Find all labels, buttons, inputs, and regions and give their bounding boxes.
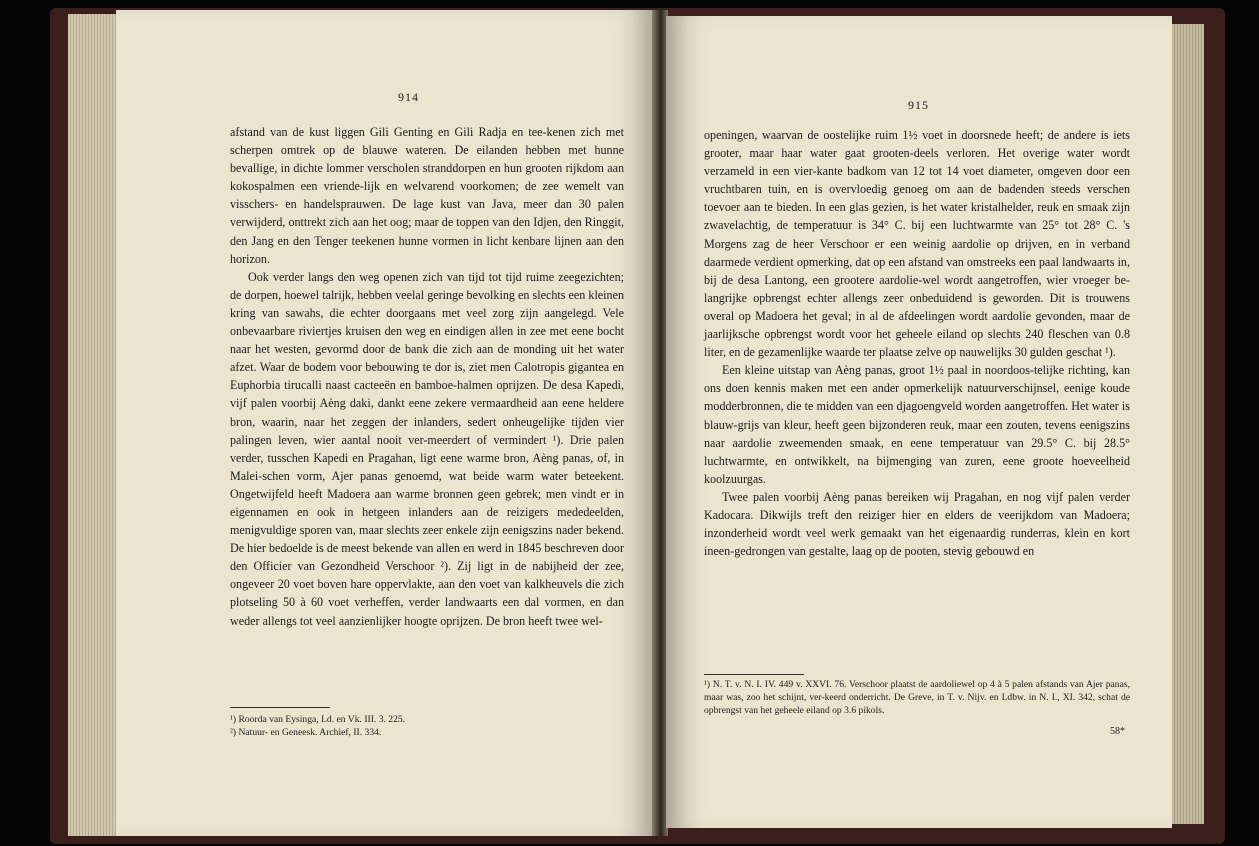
page-number: 914	[398, 90, 419, 104]
footnote: ¹) N. T. v. N. I. IV. 449 v. XXVI. 76. Verschoor plaatst de aardoliewel op 4 à 5 palen afstands van Ajer panas, maar was, zoo het schijnt, ver-keerd onderricht. De Greve, in T. v. Nijv. en Ldbw. in N. I., XI. 342, schat de opbrengst van het geheele eiland op 3.6 pikols.	[704, 679, 1130, 716]
paragraph: Ook verder langs den weg openen zich van tijd tot tijd ruime zeegezichten; de dorpen, hoewel talrijk, hebben veelal geringe bevolking en slechts een kleinen kring van sawahs, die echter doorgaans met veel zorg zijn aangelegd. Vele onbevaarbare riviertjes kruisen den weg en eindigen allen in zee met eene bocht naar het westen, gevormd door de bank die zich aan de monding uit het water afzet. Waar de bodem voor bebouwing te dor is, ziet men Calotropis gigantea en Euphorbia tirucalli naast cacteeën en bamboe-halmen oprijzen. De desa Kapedi, vijf palen voorbij Aèng daki, dankt eene zekere vermaardheid aan eene heldere bron, waarin, naar het zeggen der inlanders, sedert onheugelijke tijden vier palingen leven, wier aantal nooit ver-meerdert of vermindert ¹). Drie palen verder, tusschen Kapedi en Pragahan, ligt eene warme bron, Aèng panas, of, in Malei-schen vorm, Ajer panas genoemd, wat beide warm water beteekent. Ongetwijfeld heeft Madoera aan warme bronnen geen gebrek; men vindt er in eigennamen en ook in hetgeen inlanders aan de reizigers mededeelden, menigvuldige sporen van, maar slechts zeer enkele zijn eenigszins nader bekend. De hier bedoelde is de meest bekende van allen en werd in 1845 beschreven door den Officier van Gezondheid Verschoor ²). Zij ligt in de nabijheid der zee, ongeveer 20 voet boven hare oppervlakte, aan den voet van kalkheuvels die zich plotseling 50 à 60 voet verheffen, verder landwaarts een dal vormen, en dan weder allengs tot veel aanzienlijker hoogte oprijzen. De bron heeft twee wel-	[230, 269, 624, 628]
footnote: ¹) Roorda van Eysinga, Ld. en Vk. III. 3. 225.	[230, 714, 406, 725]
paragraph: Twee palen voorbij Aèng panas bereiken wij Pragahan, en nog vijf palen verder Kadocara. Dikwijls treft den reiziger hier en elders de veerijkdom van Madoera; inzonderheid wordt veel werk gemaakt van het eigenaardig runderras, klein en kort ineen-gedrongen van gestalte, laag op de pooten, stevig gebouwd en	[704, 489, 1130, 559]
left-page	[116, 10, 654, 836]
footnote-rule	[230, 707, 330, 708]
footnotes	[230, 713, 624, 739]
footnote-rule	[704, 674, 804, 675]
right-page	[666, 16, 1172, 828]
page-number: 915	[908, 98, 929, 112]
page-body	[230, 123, 624, 630]
page-body	[704, 126, 1130, 560]
paragraph: Een kleine uitstap van Aèng panas, groot 1½ paal in noordoos-telijke richting, kan ons doen kennis maken met een ander opmerkelijk natuurverschijnsel, eenige koude modderbronnen, die te midden van een djagoengveld worden aangetroffen. Het water is blauw-grijs van kleur, heeft geen bijzonderen reuk, maar een zouten, tevens eenigszins naar aardolie zweemenden smaak, en eene temperatuur van 29.5° C. bij 28.5° luchtwarmte, en ontwikkelt, na bijmenging van zuren, eene groote hoeveelheid koolzuurgas.	[704, 363, 1130, 486]
signature-mark: 58*	[1110, 726, 1125, 737]
paragraph: openingen, waarvan de oostelijke ruim 1½ voet in doorsnede heeft; de andere is iets grooter, maar haar water gaat grooten-deels verloren. Het overige water wordt verzameld in een vier-kante badkom van 12 tot 14 voet diameter, omgeven door een vruchtbaren tuin, en is overvloedig genoeg om aan de badenden steeds verschen toevoer aan te bieden. In een glas gezien, is het water kristalhelder, reuk en smaak zijn zwavelachtig, de temperatuur is 34° C. bij een luchtwarmte van 25° tot 28° C. 's Morgens zag de heer Verschoor er een weinig aardolie op drijven, en in verband daarmede verdient opmerking, dat op een afstand van omstreeks een paal landwaarts in, bij de desa Lantong, een grootere aardolie-wel wordt aangetroffen, wier vroeger be-langrijke opbrengst echter allengs zeer onbeduidend is geworden. Dit is trouwens overal op Madoera het geval; in al de afdeelingen wordt aardolie gevonden, maar de jaarlijksche opbrengst wordt voor het geheele eiland op slechts 240 fleschen van 0.8 liter, en de gezamenlijke waarde ter plaatse zelve op nauwelijks 30 gulden geschat ¹).	[704, 128, 1130, 360]
footnotes	[704, 678, 1130, 717]
paragraph: afstand van de kust liggen Gili Genting en Gili Radja en tee-kenen zich met scherpen omtrek op de blauwe wateren. De eilanden hebben met hunne bevallige, in dichte lommer verscholen stranddorpen en hun grooten rijkdom aan kokospalmen een vriende-lijk en welvarend voorkomen; de zee wemelt van visschers- en handelsprauwen. De lage kust van Java, meer dan 30 palen verwijderd, onttrekt zich aan het oog; maar de toppen van den Idjen, den Ringgit, den Jang en den Tenger teekenen hunne vormen in licht kenbare lijnen aan den horizon.	[230, 125, 624, 266]
footnote: ²) Natuur- en Geneesk. Archief, II. 334.	[230, 727, 382, 738]
